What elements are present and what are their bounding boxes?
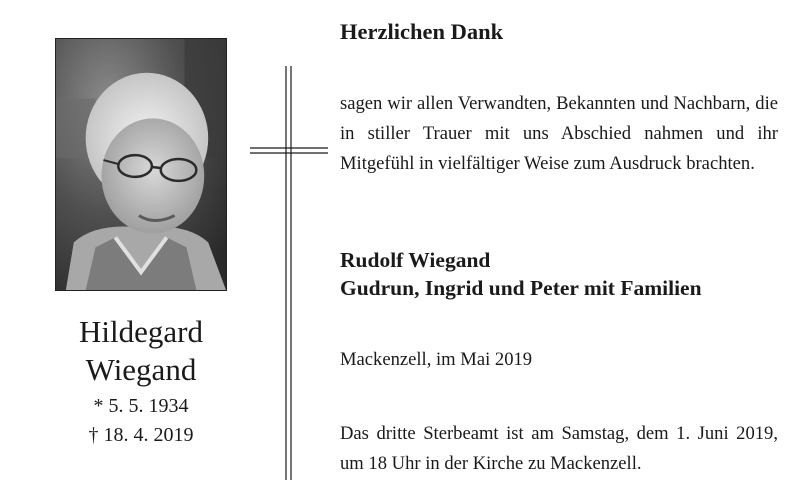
signatory-line-1: Rudolf Wiegand [340, 248, 491, 272]
portrait-image [56, 39, 226, 290]
birth-date: * 5. 5. 1934 [93, 395, 189, 417]
cross-icon [250, 66, 330, 480]
thanks-text: sagen wir allen Verwandten, Bekannten und Nachbarn, die in stiller Trauer mit uns Abschied nahmen und ihr Mitgefühl in vielfältiger Weise zum Ausdruck brachten. [340, 93, 778, 174]
portrait-photo [55, 38, 227, 291]
deceased-last-name: Wiegand [85, 352, 197, 387]
service-note: Das dritte Sterbeamt ist am Samstag, dem 1. Juni 2019, um 18 Uhr in der Kirche zu Mackenzell. [340, 423, 778, 474]
place-date: Mackenzell, im Mai 2019 [340, 349, 533, 370]
deceased-first-name: Hildegard [79, 314, 203, 349]
signatory-line-2: Gudrun, Ingrid und Peter mit Familien [340, 276, 702, 300]
death-date: † 18. 4. 2019 [88, 424, 194, 446]
thanks-heading: Herzlichen Dank [340, 19, 504, 44]
